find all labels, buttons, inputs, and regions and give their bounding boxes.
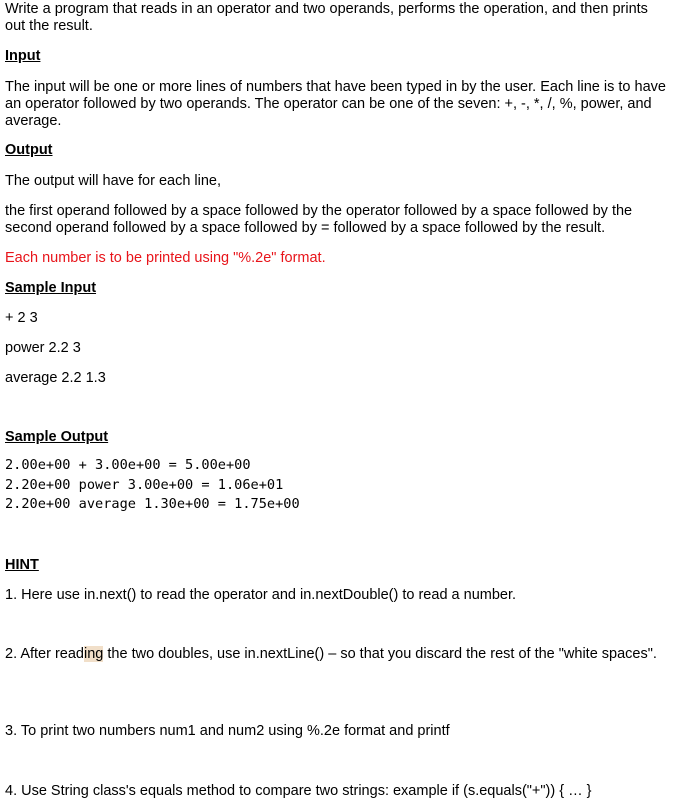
- input-description: The input will be one or more lines of numbers that have been typed in by the user. Each line is to have an operator followed by two operands. The operator can be one of the seven: +, -, *, /, %, power, and average.: [5, 79, 666, 129]
- sample-input-line-3: average 2.2 1.3: [5, 370, 106, 386]
- hint-item-2-rest: the two doubles, use in.nextLine() – so that you discard the rest of the "white spaces".: [103, 646, 657, 662]
- sample-output-heading: Sample Output: [5, 429, 109, 445]
- output-line-1: The output will have for each line,: [5, 173, 222, 189]
- sample-input-heading: Sample Input: [5, 280, 97, 296]
- hint-item-2-start: 2. After read: [5, 646, 84, 662]
- hint-item-4: 4. Use String class's equals method to compare two strings: example if (s.equals("+")) { … }: [5, 783, 592, 799]
- hint-heading: HINT: [5, 557, 39, 573]
- output-heading: Output: [5, 142, 53, 158]
- hint-item-1: 1. Here use in.next() to read the operator and in.nextDouble() to read a number.: [5, 587, 517, 603]
- format-note: Each number is to be printed using "%.2e" format.: [5, 250, 326, 266]
- sample-input-line-2: power 2.2 3: [5, 340, 81, 356]
- hint-item-3: 3. To print two numbers num1 and num2 using %.2e format and printf: [5, 723, 450, 739]
- intro-paragraph: Write a program that reads in an operator and two operands, performs the operation, and then prints out the result.: [5, 1, 648, 34]
- text-highlight: ing: [84, 646, 104, 662]
- sample-output-line-3: 2.20e+00 average 1.30e+00 = 1.75e+00: [5, 496, 300, 512]
- sample-output-line-1: 2.00e+00 + 3.00e+00 = 5.00e+00: [5, 457, 251, 473]
- output-line-2: the first operand followed by a space followed by the operator followed by a space followed by the second operand followed by a space followed by = followed by a space followed by the result.: [5, 203, 633, 236]
- hint-item-2: [5, 646, 670, 663]
- sample-input-line-1: + 2 3: [5, 310, 38, 326]
- input-heading: Input: [5, 48, 41, 64]
- sample-output-line-2: 2.20e+00 power 3.00e+00 = 1.06e+01: [5, 477, 284, 493]
